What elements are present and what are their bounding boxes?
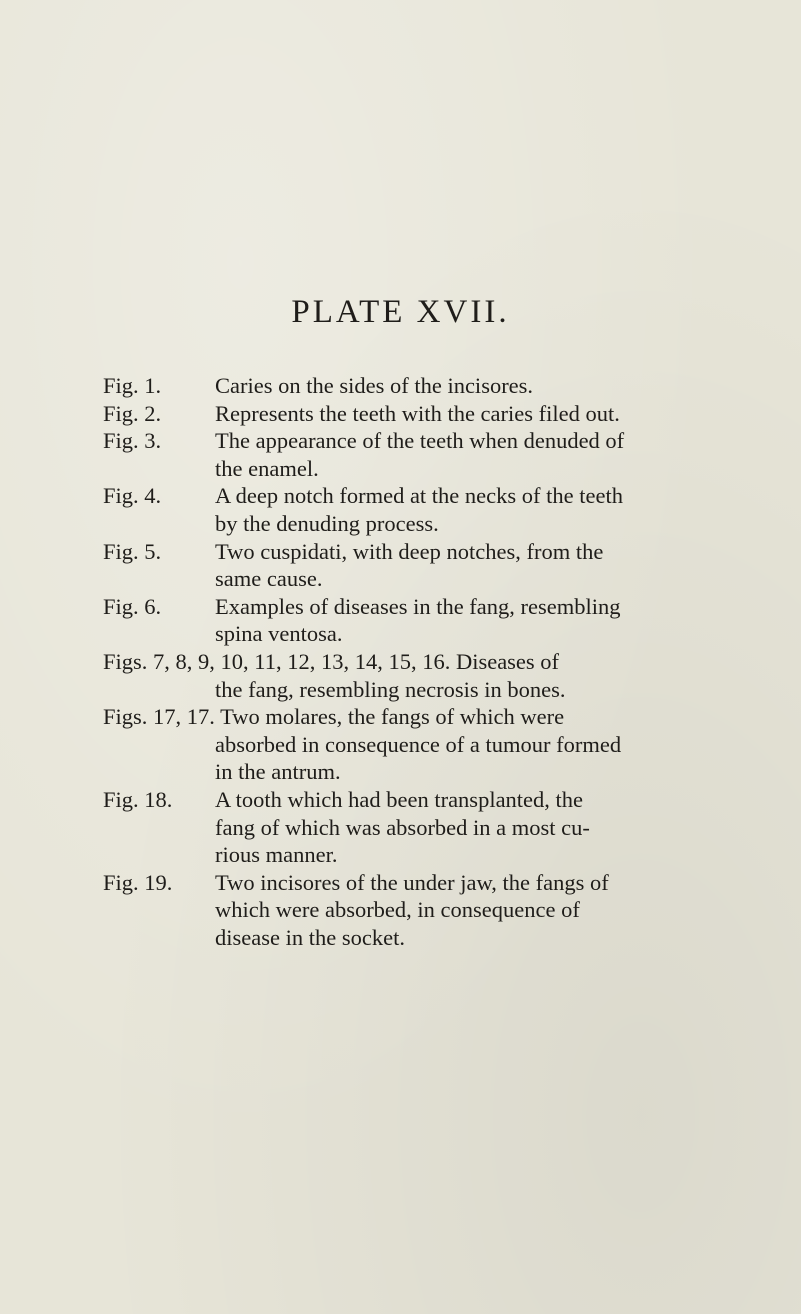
figure-label: Fig. 18. <box>103 786 173 812</box>
description-line: Represents the teeth with the caries filed out. <box>215 400 620 426</box>
figure-entry-3 <box>103 427 703 482</box>
figure-description <box>215 400 703 428</box>
description-line: Two cuspidati, with deep notches, from the <box>215 538 604 564</box>
figure-label: Figs. <box>103 648 148 674</box>
description-line: rious manner. <box>215 842 338 868</box>
figure-entry-7-16 <box>103 648 703 703</box>
description-line: Two incisores of the under jaw, the fangs of <box>215 869 609 895</box>
description-line: by the denuding process. <box>215 510 439 536</box>
description-line: Two molares, the fangs of which were <box>220 704 565 730</box>
description-line: the enamel. <box>215 455 319 481</box>
figure-label: Fig. 4. <box>103 483 162 509</box>
figure-entry-6 <box>103 593 703 648</box>
description-line: the fang, resembling necrosis in bones. <box>215 676 566 702</box>
figure-label: Figs. 17, 17. <box>103 704 215 730</box>
figure-label: Fig. 1. <box>103 373 162 398</box>
description-line: disease in the socket. <box>215 924 405 950</box>
figure-label: Fig. 3. <box>103 428 162 454</box>
figure-label: Fig. 19. <box>103 869 173 895</box>
description-line: spina ventosa. <box>215 621 343 647</box>
figure-entry-18 <box>103 786 703 869</box>
description-line: The appearance of the teeth when denuded of <box>215 428 625 454</box>
figure-entry-4 <box>103 482 703 537</box>
description-line: A deep notch formed at the necks of the teeth <box>215 483 623 509</box>
figure-label: Fig. 6. <box>103 593 162 619</box>
description-line: which were absorbed, in consequence of <box>215 897 580 923</box>
figure-label: Fig. 2. <box>103 400 162 426</box>
figure-entry-19 <box>103 869 703 952</box>
description-line: same cause. <box>215 566 323 592</box>
figure-entry-1 <box>103 372 703 400</box>
description-line: fang of which was absorbed in a most cu- <box>215 814 590 840</box>
figure-description <box>215 372 703 400</box>
figure-entry-head <box>103 703 703 731</box>
description-line: in the antrum. <box>215 759 341 785</box>
plate-title: PLATE XVII. <box>291 294 510 330</box>
figure-description <box>215 593 703 648</box>
figure-description <box>215 786 703 869</box>
figure-entry-head <box>103 648 703 676</box>
figure-entry-17 <box>103 703 703 786</box>
description-line: A tooth which had been transplanted, the <box>215 786 584 812</box>
figure-description <box>215 482 703 537</box>
figure-description <box>215 869 703 952</box>
description-line: Caries on the sides of the incisores. <box>215 373 534 398</box>
figure-entry-2 <box>103 400 703 428</box>
description-line: absorbed in consequence of a tumour formed <box>215 731 622 757</box>
description-line: Examples of diseases in the fang, resembling <box>215 593 621 619</box>
figure-entry-5 <box>103 538 703 593</box>
figure-description <box>215 427 703 482</box>
figure-label: Fig. 5. <box>103 538 162 564</box>
figure-list <box>103 372 703 951</box>
figure-description <box>215 538 703 593</box>
description-line: 7, 8, 9, 10, 11, 12, 13, 14, 15, 16. Diseases of <box>153 648 560 674</box>
